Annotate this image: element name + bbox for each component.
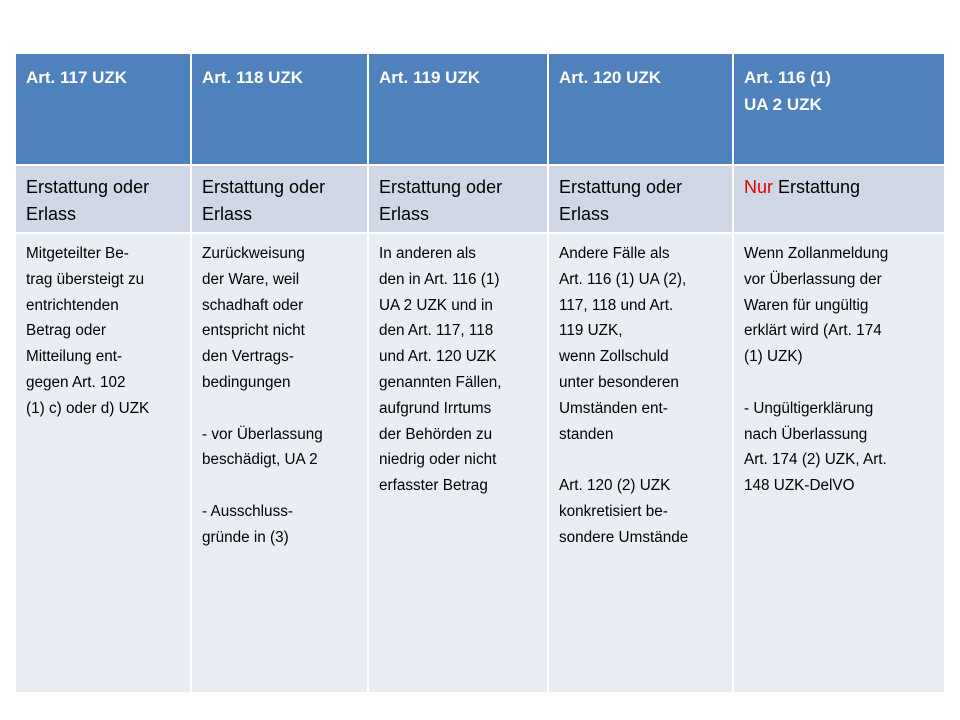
body-spacer xyxy=(744,370,935,396)
subheader-line: Erlass xyxy=(559,204,610,224)
body-spacer xyxy=(202,473,358,499)
subheader-cell-art116 xyxy=(734,166,944,234)
body-line: Mitteilung ent- xyxy=(26,348,123,366)
header-cell-art119 xyxy=(369,54,549,166)
body-line: gründe in (3) xyxy=(202,528,289,546)
subheader-text: Erstattung xyxy=(773,177,861,197)
body-line: der Ware, weil xyxy=(202,270,300,288)
subheader-line: Erstattung oder xyxy=(559,177,683,197)
body-line: standen xyxy=(559,425,614,443)
body-cell-art119 xyxy=(369,234,549,694)
body-line: UA 2 UZK und in xyxy=(379,296,493,314)
body-line: den Art. 117, 118 xyxy=(379,322,494,340)
body-line: trag übersteigt zu xyxy=(26,270,145,288)
body-line: (1) c) oder d) UZK xyxy=(26,399,150,417)
body-line: In anderen als xyxy=(379,245,476,262)
comparison-table xyxy=(16,54,944,694)
body-line: beschädigt, UA 2 xyxy=(202,451,318,469)
subheader-line: Erstattung oder xyxy=(202,177,326,197)
subheader-line: Erlass xyxy=(202,204,253,224)
header-line: Art. 116 (1) xyxy=(744,68,831,87)
header-line: Art. 118 UZK xyxy=(202,68,304,87)
header-cell-art117 xyxy=(16,54,192,166)
body-line: den Vertrags- xyxy=(202,348,294,366)
body-line: Art. 116 (1) UA (2), xyxy=(559,270,687,288)
body-line: bedingungen xyxy=(202,373,291,391)
body-line: - vor Überlassung xyxy=(202,425,323,443)
body-spacer xyxy=(202,396,358,422)
subheader-line: Erlass xyxy=(379,204,430,224)
header-line: Art. 119 UZK xyxy=(379,68,481,87)
body-line: vor Überlassung der xyxy=(744,270,882,288)
body-line: Waren für ungültig xyxy=(744,296,869,314)
body-cell-art118 xyxy=(192,234,369,694)
body-line: sondere Umstände xyxy=(559,528,689,546)
body-line: Umständen ent- xyxy=(559,399,668,417)
body-line: (1) UZK) xyxy=(744,348,803,366)
body-line: 148 UZK-DelVO xyxy=(744,477,855,495)
subheader-cell-art117 xyxy=(16,166,192,234)
body-cell-art120 xyxy=(549,234,734,694)
body-line: Art. 120 (2) UZK xyxy=(559,477,671,495)
header-line: Art. 117 UZK xyxy=(26,68,128,87)
subheader-cell-art118 xyxy=(192,166,369,234)
body-line: - Ausschluss- xyxy=(202,502,293,520)
body-line: wenn Zollschuld xyxy=(559,348,669,366)
body-line: gegen Art. 102 xyxy=(26,373,126,391)
body-line: entspricht nicht xyxy=(202,322,305,340)
body-line: erfasster Betrag xyxy=(379,477,488,495)
body-line: entrichtenden xyxy=(26,296,119,314)
header-line: UA 2 UZK xyxy=(744,95,822,114)
body-line: konkretisiert be- xyxy=(559,502,668,520)
body-line: schadhaft oder xyxy=(202,296,304,314)
body-line: nach Überlassung xyxy=(744,425,868,443)
body-line: aufgrund Irrtums xyxy=(379,399,492,417)
body-line: - Ungültigerklärung xyxy=(744,399,874,417)
body-line: 119 UZK, xyxy=(559,322,623,340)
body-line: den in Art. 116 (1) xyxy=(379,270,500,288)
body-line: erklärt wird (Art. 174 xyxy=(744,322,882,340)
body-line: der Behörden zu xyxy=(379,425,493,443)
body-line: Zurückweisung xyxy=(202,245,305,262)
body-line: Art. 174 (2) UZK, Art. xyxy=(744,451,887,469)
header-line: Art. 120 UZK xyxy=(559,68,662,87)
emphasis-word: Nur xyxy=(744,177,774,197)
body-line: genannten Fällen, xyxy=(379,373,502,391)
header-cell-art118 xyxy=(192,54,369,166)
body-line: Betrag oder xyxy=(26,322,106,340)
subheader-line: Erstattung oder xyxy=(379,177,503,197)
subheader-cell-art120 xyxy=(549,166,734,234)
subheader-cell-art119 xyxy=(369,166,549,234)
body-cell-art117 xyxy=(16,234,192,694)
body-line: Andere Fälle als xyxy=(559,245,670,262)
body-line: niedrig oder nicht xyxy=(379,451,497,469)
body-line: Mitgeteilter Be- xyxy=(26,245,129,262)
body-line: unter besonderen xyxy=(559,373,679,391)
body-line: Wenn Zollanmeldung xyxy=(744,245,889,262)
header-cell-art116 xyxy=(734,54,944,166)
subheader-line: Erstattung oder xyxy=(26,177,150,197)
body-spacer xyxy=(559,447,723,473)
body-line: 117, 118 und Art. xyxy=(559,296,674,314)
subheader-line: Erlass xyxy=(26,204,77,224)
body-line: und Art. 120 UZK xyxy=(379,348,497,366)
header-cell-art120 xyxy=(549,54,734,166)
body-cell-art116 xyxy=(734,234,944,694)
